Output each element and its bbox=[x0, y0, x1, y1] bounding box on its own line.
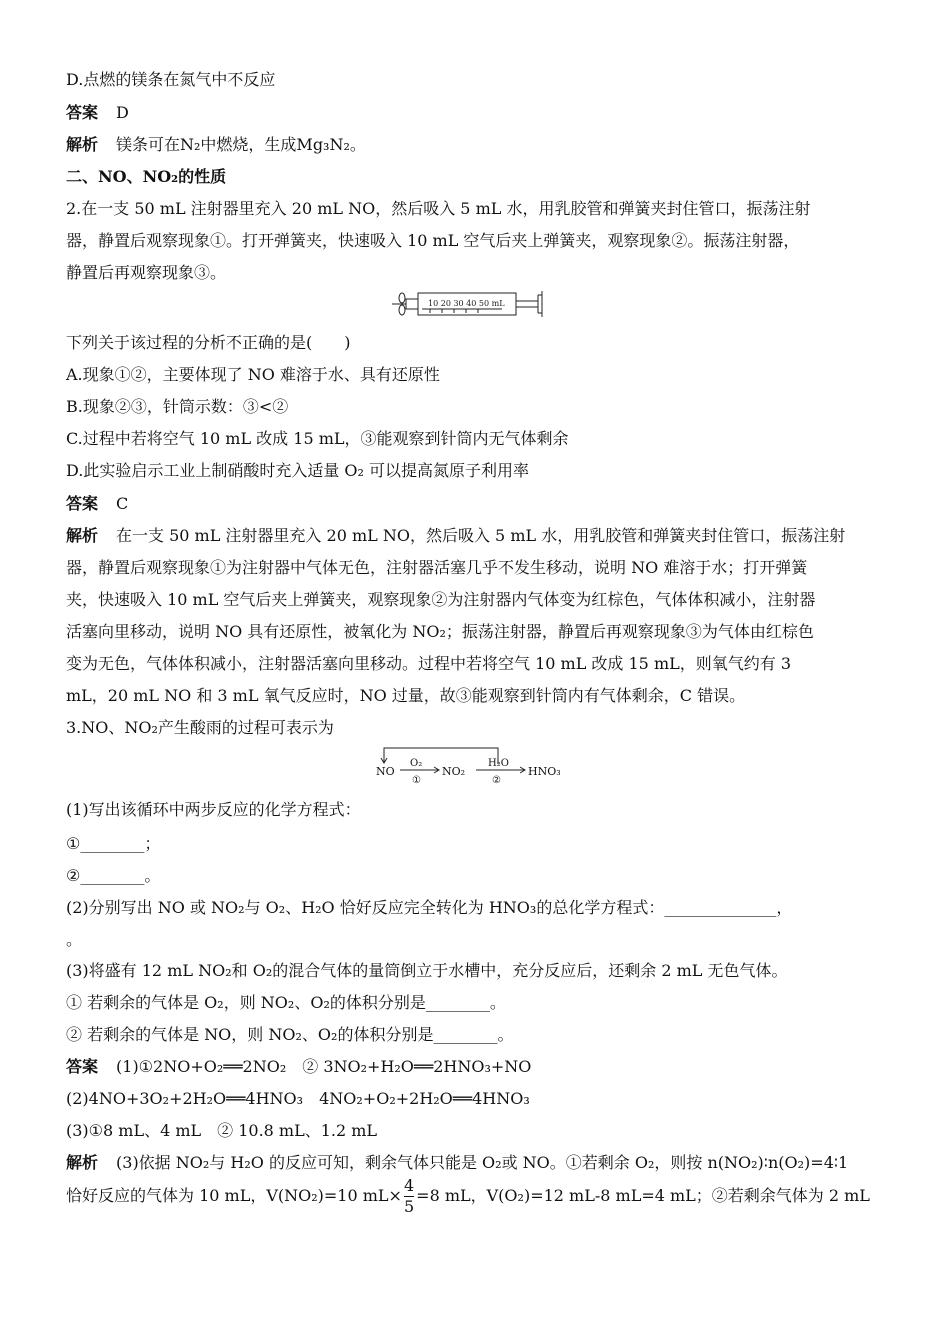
scheme-step1: ① bbox=[412, 775, 421, 786]
q2-analysis-line1 bbox=[66, 526, 845, 546]
q2-option-b: B.现象②③，针筒示数：③<② bbox=[66, 397, 289, 416]
q3-answer-line2: (2)4NO+3O₂+2H₂O══4HNO₃ 4NO₂+O₂+2H₂O══4HNO₃ bbox=[66, 1089, 530, 1108]
q1-option-d: D.点燃的镁条在氮气中不反应 bbox=[66, 70, 276, 89]
syringe-scale-label: 10 20 30 40 50 mL bbox=[428, 299, 505, 308]
q2-answer bbox=[66, 494, 128, 514]
q1-answer bbox=[66, 103, 129, 123]
q3-analysis-line2 bbox=[66, 1176, 870, 1217]
analysis-text-after-fraction: =8 mL，V(O₂)=12 mL-8 mL=4 mL；②若剩余气体为 2 mL bbox=[416, 1186, 870, 1205]
q3-part2-end: 。 bbox=[66, 930, 83, 949]
analysis-text: 在一支 50 mL 注射器里充入 20 mL NO，然后吸入 5 mL 水，用乳胶管和弹簧夹封住管口，振荡注射 bbox=[116, 526, 846, 545]
q2-option-a: A.现象①②，主要体现了 NO 难溶于水、具有还原性 bbox=[66, 365, 440, 384]
q2-analysis-line5: 变为无色，气体体积减小，注射器活塞向里移动。过程中若将空气 10 mL 改成 15 mL，则氧气约有 3 bbox=[66, 654, 792, 673]
answer-value: D bbox=[116, 103, 129, 122]
q2-question: 下列关于该过程的分析不正确的是( ) bbox=[66, 333, 351, 352]
q2-stem-line3: 静置后再观察现象③。 bbox=[66, 263, 227, 282]
q2-analysis-line2: 器，静置后观察现象①为注射器中气体无色，注射器活塞几乎不发生移动，说明 NO 难溶于水；打开弹簧 bbox=[66, 558, 808, 577]
q2-analysis-line3: 夹，快速吸入 10 mL 空气后夹上弹簧夹，观察现象②为注射器内气体变为红棕色，气体体积减小，注射器 bbox=[66, 590, 816, 609]
scheme-h2o: H₂O bbox=[488, 758, 509, 769]
scheme-o2: O₂ bbox=[410, 758, 423, 769]
scheme-no: NO bbox=[376, 765, 395, 778]
q3-part3: (3)将盛有 12 mL NO₂和 O₂的混合气体的量筒倒立于水槽中，充分反应后，还剩余 2 mL 无色气体。 bbox=[66, 961, 788, 980]
acid-rain-scheme bbox=[374, 744, 584, 788]
answer-label: 答案 bbox=[66, 1057, 99, 1076]
answer-label: 答案 bbox=[66, 494, 99, 513]
q3-answer-line1 bbox=[66, 1057, 531, 1077]
q3-answer-line3: (3)①8 mL、4 mL ② 10.8 mL、1.2 mL bbox=[66, 1121, 378, 1140]
q3-part3-a: ① 若剩余的气体是 O₂，则 NO₂、O₂的体积分别是________。 bbox=[66, 993, 506, 1012]
analysis-label: 解析 bbox=[66, 1153, 99, 1172]
scheme-no2: NO₂ bbox=[442, 765, 466, 778]
answer-value: C bbox=[116, 494, 129, 513]
analysis-text: (3)依据 NO₂与 H₂O 的反应可知，剩余气体只能是 O₂或 NO。①若剩余 O₂，则按 n(NO₂)∶n(O₂)=4∶1 bbox=[116, 1153, 849, 1172]
q2-option-c: C.过程中若将空气 10 mL 改成 15 mL，③能观察到针筒内无气体剩余 bbox=[66, 429, 569, 448]
analysis-text: 镁条可在N₂中燃烧，生成Mg₃N₂。 bbox=[116, 135, 366, 154]
q2-stem-line1: 2.在一支 50 mL 注射器里充入 20 mL NO，然后吸入 5 mL 水，用乳胶管和弹簧夹封住管口，振荡注射 bbox=[66, 199, 811, 218]
q2-analysis-line4: 活塞向里移动，说明 NO 具有还原性，被氧化为 NO₂；振荡注射器，静置后再观察现象③为气体由红棕色 bbox=[66, 622, 814, 641]
scheme-step2: ② bbox=[492, 775, 501, 786]
answer-text: (1)①2NO+O₂══2NO₂ ② 3NO₂+H₂O══2HNO₃+NO bbox=[116, 1057, 532, 1076]
q3-part1: (1)写出该循环中两步反应的化学方程式： bbox=[66, 800, 361, 819]
analysis-label: 解析 bbox=[66, 526, 99, 545]
q1-analysis bbox=[66, 135, 366, 155]
q2-stem-line2: 器，静置后观察现象①。打开弹簧夹，快速吸入 10 mL 空气后夹上弹簧夹，观察现象②。振荡注射器， bbox=[66, 231, 800, 250]
q3-blank1: ①________； bbox=[66, 834, 161, 853]
analysis-text-before-fraction: 恰好反应的气体为 10 mL，V(NO₂)=10 mL× bbox=[66, 1186, 402, 1205]
analysis-label: 解析 bbox=[66, 135, 99, 154]
q2-option-d: D.此实验启示工业上制硝酸时充入适量 O₂ 可以提高氮原子利用率 bbox=[66, 461, 530, 480]
syringe-diagram bbox=[390, 287, 565, 321]
q3-part3-b: ② 若剩余的气体是 NO，则 NO₂、O₂的体积分别是________。 bbox=[66, 1025, 514, 1044]
q3-analysis-line1 bbox=[66, 1153, 848, 1173]
section-heading: 二、NO、NO₂的性质 bbox=[66, 167, 227, 186]
fraction bbox=[404, 1176, 414, 1217]
q3-blank2: ②________。 bbox=[66, 866, 161, 885]
q2-analysis-line6: mL，20 mL NO 和 3 mL 氧气反应时，NO 过量，故③能观察到针筒内有气体剩余，C 错误。 bbox=[66, 686, 746, 705]
q3-stem: 3.NO、NO₂产生酸雨的过程可表示为 bbox=[66, 718, 334, 737]
scheme-hno3: HNO₃ bbox=[528, 765, 561, 778]
fraction-denominator: 5 bbox=[403, 1197, 415, 1216]
answer-label: 答案 bbox=[66, 103, 99, 122]
q3-part2: (2)分别写出 NO 或 NO₂与 O₂、H₂O 恰好反应完全转化为 HNO₃的总化学方程式：______________， bbox=[66, 898, 793, 917]
fraction-numerator: 4 bbox=[403, 1176, 415, 1195]
